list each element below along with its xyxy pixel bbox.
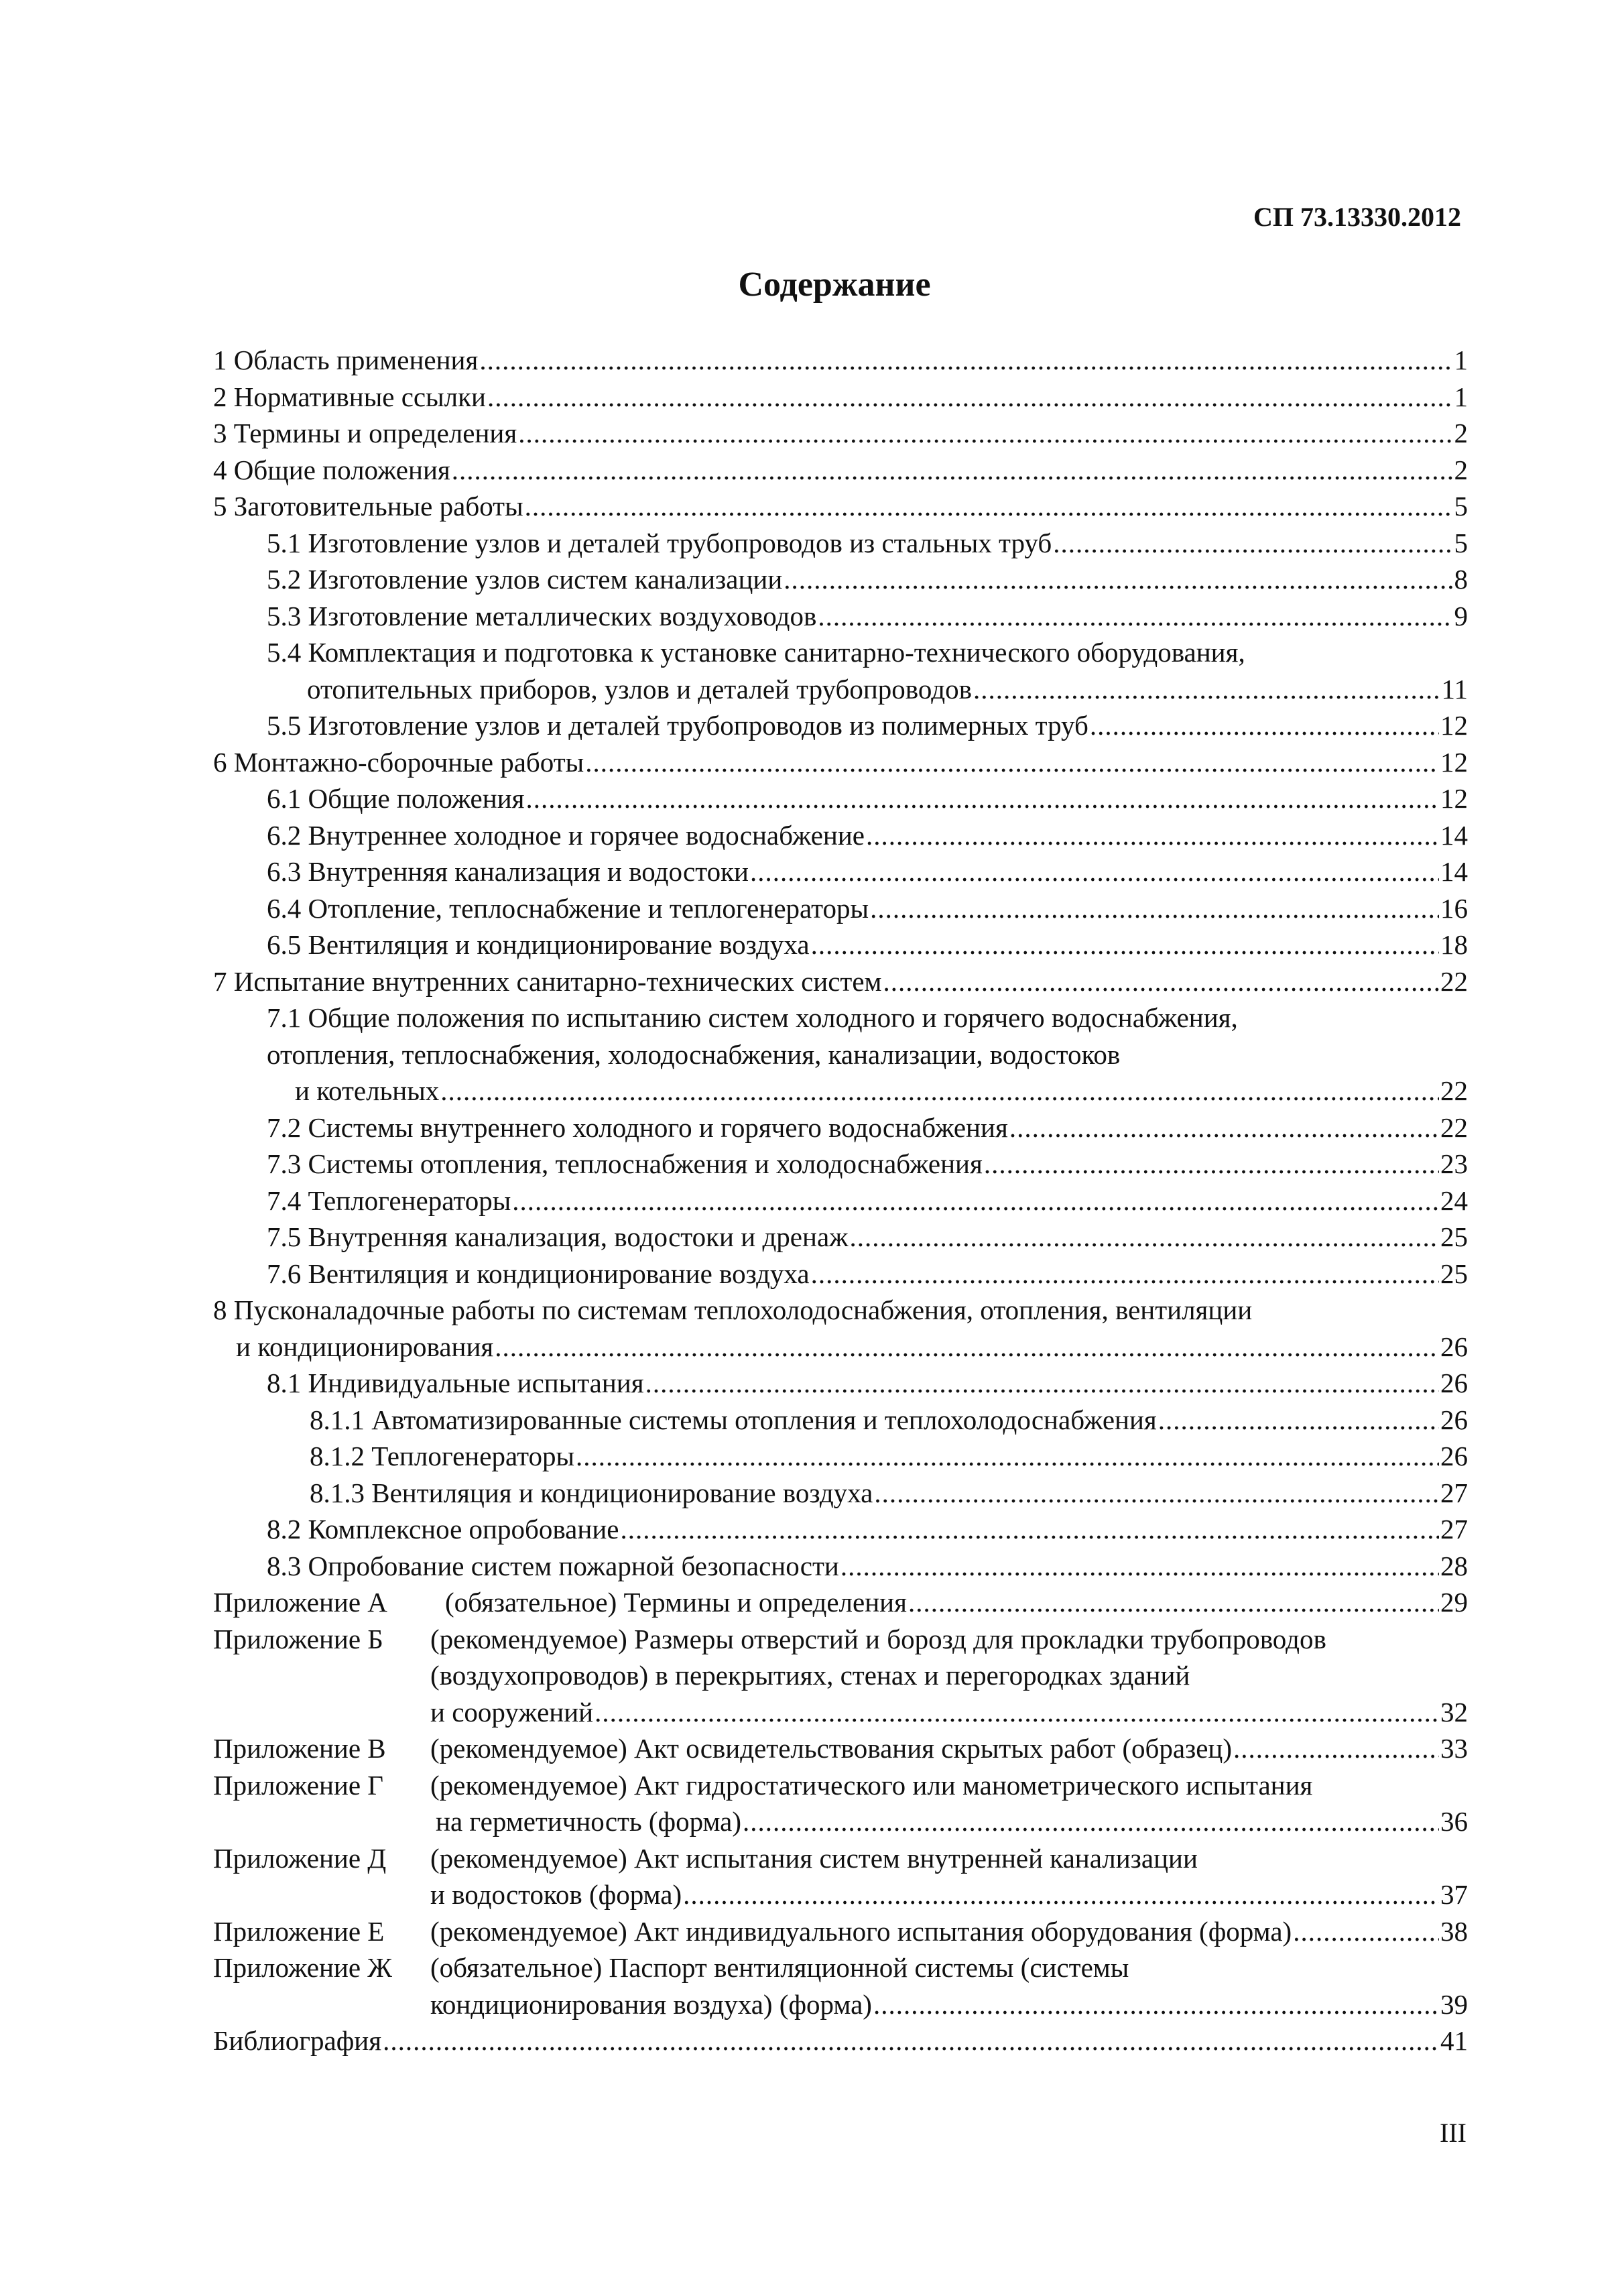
- dot-leader: [683, 1876, 1439, 1913]
- toc-entry-label: 7.3 Системы отопления, теплоснабжения и холодоснабжения: [267, 1148, 983, 1179]
- toc-entry-label: отопительных приборов, узлов и деталей трубопроводов: [307, 673, 972, 705]
- dot-leader: [1158, 1402, 1439, 1439]
- toc-page-number: 11: [1441, 673, 1468, 705]
- appendix-name: Приложение Е: [213, 1915, 385, 1947]
- dot-leader: [620, 1511, 1439, 1548]
- appendix-row: [430, 1584, 1468, 1621]
- dot-leader: [743, 1803, 1439, 1840]
- toc-entry: [213, 890, 1468, 927]
- toc-page-number: 27: [1440, 1477, 1468, 1508]
- toc-entry-label: 8.1.2 Теплогенераторы: [310, 1441, 575, 1471]
- toc-entry-label: (рекомендуемое) Акт индивидуального испытания оборудования (форма): [430, 1915, 1292, 1947]
- toc-page-number: 1: [1454, 345, 1468, 375]
- toc-page-number: 22: [1440, 1111, 1468, 1143]
- toc-entry-row: [213, 1438, 1468, 1475]
- appendix-name: Приложение Б: [213, 1623, 383, 1654]
- toc-entry: [213, 1402, 1468, 1439]
- appendix-name: Приложение А: [213, 1587, 387, 1618]
- toc-page-number: 29: [1440, 1587, 1468, 1618]
- table-of-contents: [213, 342, 1468, 2059]
- toc-page-number: 25: [1440, 1221, 1468, 1252]
- toc-entry: [213, 1219, 1468, 1256]
- toc-page-number: 27: [1440, 1514, 1468, 1545]
- dot-leader: [1053, 525, 1452, 562]
- toc-page-number: 26: [1440, 1368, 1468, 1398]
- toc-entry-row: [213, 525, 1468, 562]
- toc-entry: [213, 817, 1468, 854]
- dot-leader: [870, 890, 1439, 927]
- dot-leader: [645, 1365, 1439, 1402]
- toc-entry-row: [213, 707, 1468, 744]
- page-number: III: [1440, 2118, 1467, 2148]
- toc-entry-label: кондиционирования воздуха) (форма): [430, 1988, 872, 2020]
- toc-entry-line: 8 Пусконаладочные работы по системам теплохолодоснабжения, отопления, вентиляции: [213, 1294, 1253, 1325]
- toc-page-number: 2: [1454, 418, 1468, 448]
- toc-entry-row: [213, 744, 1468, 781]
- toc-entry: [213, 926, 1468, 963]
- toc-entry-label: и сооружений: [430, 1696, 594, 1728]
- toc-page-number: 37: [1440, 1879, 1468, 1910]
- toc-entry-row: [213, 1365, 1468, 1402]
- toc-entry: [213, 488, 1468, 525]
- toc-page-number: 32: [1440, 1696, 1468, 1728]
- toc-entry-row: [213, 890, 1468, 927]
- toc-page-number: 26: [1440, 1441, 1468, 1471]
- toc-entry-row: [213, 1548, 1468, 1585]
- toc-page-number: 5: [1454, 527, 1468, 558]
- page-title: Содержание: [738, 265, 931, 304]
- dot-leader: [1009, 1109, 1439, 1146]
- toc-page-number: 24: [1440, 1185, 1468, 1216]
- dot-leader: [784, 561, 1452, 598]
- dot-leader: [585, 744, 1439, 781]
- toc-entry-row: [213, 671, 1468, 708]
- toc-entry-row: [213, 1256, 1468, 1292]
- dot-leader: [526, 780, 1440, 817]
- toc-entry-label: и котельных: [295, 1075, 440, 1106]
- toc-entry-row: [213, 963, 1468, 1000]
- toc-entry-row: [213, 488, 1468, 525]
- toc-entry-line: (рекомендуемое) Размеры отверстий и борозд для прокладки трубопроводов: [430, 1623, 1326, 1654]
- appendix-entry: [213, 1949, 1468, 2022]
- toc-entry-label: 8.2 Комплексное опробование: [267, 1514, 619, 1545]
- toc-entry-label: 8.3 Опробование систем пожарной безопасности: [267, 1550, 839, 1581]
- appendix-entry: [213, 1767, 1468, 1840]
- toc-page-number: 2: [1454, 454, 1468, 485]
- toc-entry: [213, 1183, 1468, 1219]
- toc-entry-row: [213, 1329, 1468, 1366]
- appendix-name: Приложение Ж: [213, 1952, 393, 1983]
- toc-entry-line: 7.1 Общие положения по испытанию систем холодного и горячего водоснабжения,: [267, 1002, 1238, 1033]
- toc-page-number: 23: [1440, 1148, 1468, 1179]
- toc-entry-label: (обязательное) Термины и определения: [445, 1587, 907, 1618]
- toc-entry-row: [213, 452, 1468, 489]
- dot-leader: [518, 415, 1452, 452]
- toc-page-number: 16: [1440, 892, 1468, 924]
- toc-entry-label: 8.1.1 Автоматизированные системы отопления и теплохолодоснабжения: [310, 1404, 1157, 1435]
- toc-entry: [213, 1475, 1468, 1512]
- appendix-row: [430, 1803, 1468, 1840]
- toc-page-number: 12: [1440, 746, 1468, 778]
- bibliography-row: [213, 2022, 1468, 2059]
- toc-entry-label: Библиография: [213, 2025, 382, 2056]
- dot-leader: [1293, 1913, 1439, 1950]
- dot-leader: [495, 1329, 1439, 1366]
- toc-entry-row: [213, 1146, 1468, 1183]
- appendix-row: [430, 1986, 1468, 2023]
- dot-leader: [750, 853, 1439, 890]
- toc-entry-row: [213, 561, 1468, 598]
- appendix-entry: [213, 1621, 1468, 1731]
- toc-entry: [213, 1109, 1468, 1146]
- toc-entry-label: и водостоков (форма): [430, 1879, 682, 1910]
- toc-entry-label: 6.5 Вентиляция и кондиционирование воздуха: [267, 929, 810, 960]
- toc-entry-line: (воздухопроводов) в перекрытиях, стенах и перегородках зданий: [430, 1660, 1190, 1691]
- toc-entry-label: 8.1 Индивидуальные испытания: [267, 1368, 644, 1398]
- toc-entry: [213, 1256, 1468, 1292]
- toc-entry-label: и кондиционирования: [236, 1331, 494, 1362]
- toc-entry-label: 1 Область применения: [213, 345, 479, 375]
- document-code: СП 73.13330.2012: [1253, 202, 1461, 232]
- dot-leader: [811, 926, 1439, 963]
- toc-entry-row: [213, 926, 1468, 963]
- toc-entry-line: 5.4 Комплектация и подготовка к установке санитарно-технического оборудования,: [267, 637, 1245, 668]
- toc-entry-row: [213, 780, 1468, 817]
- dot-leader: [1090, 707, 1439, 744]
- toc-page-number: 26: [1440, 1404, 1468, 1435]
- toc-entry-label: 6.4 Отопление, теплоснабжение и теплогенераторы: [267, 892, 869, 924]
- toc-page-number: 26: [1440, 1331, 1468, 1362]
- dot-leader: [973, 671, 1440, 708]
- toc-entry-line: отопления, теплоснабжения, холодоснабжения, канализации, водостоков: [267, 1038, 1121, 1070]
- toc-page-number: 22: [1440, 1075, 1468, 1106]
- dot-leader: [1233, 1730, 1439, 1767]
- toc-page-number: 14: [1440, 856, 1468, 887]
- appendix-entry: [213, 1584, 1468, 1621]
- toc-entry: [213, 1548, 1468, 1585]
- dot-leader: [818, 598, 1452, 635]
- dot-leader: [840, 1548, 1439, 1585]
- toc-entry: [213, 707, 1468, 744]
- appendix-name: Приложение Г: [213, 1769, 384, 1801]
- dot-leader: [908, 1584, 1439, 1621]
- toc-page-number: 12: [1440, 783, 1468, 814]
- dot-leader: [487, 379, 1453, 416]
- toc-entry-label: на герметичность (форма): [436, 1806, 742, 1837]
- toc-page-number: 14: [1440, 819, 1468, 851]
- toc-entry: [213, 1365, 1468, 1402]
- toc-entry: [213, 1511, 1468, 1548]
- toc-entry: [213, 415, 1468, 452]
- appendix-row: [430, 1694, 1468, 1731]
- toc-entry-line: (обязательное) Паспорт вентиляционной системы (системы: [430, 1952, 1129, 1983]
- toc-entry-line: (рекомендуемое) Акт гидростатического или манометрического испытания: [430, 1769, 1313, 1801]
- appendix-entry: [213, 1913, 1468, 1950]
- toc-entry: [213, 1000, 1468, 1109]
- toc-page-number: 41: [1440, 2025, 1468, 2056]
- toc-entry-line: (рекомендуемое) Акт испытания систем внутренней канализации: [430, 1842, 1198, 1874]
- appendix-entry: [213, 1840, 1468, 1913]
- dot-leader: [383, 2022, 1439, 2059]
- toc-entry-label: 7.5 Внутренняя канализация, водостоки и дренаж: [267, 1221, 849, 1252]
- dot-leader: [984, 1146, 1439, 1183]
- toc-entry-label: 5.1 Изготовление узлов и деталей трубопроводов из стальных труб: [267, 527, 1052, 558]
- toc-entry-label: 6.2 Внутреннее холодное и горячее водоснабжение: [267, 819, 865, 851]
- toc-page-number: 39: [1440, 1988, 1468, 2020]
- toc-entry-label: 6.1 Общие положения: [267, 783, 525, 814]
- dot-leader: [595, 1694, 1439, 1731]
- dot-leader: [866, 817, 1439, 854]
- appendix-entry: [213, 1730, 1468, 1767]
- toc-page-number: 1: [1454, 381, 1468, 412]
- toc-entry-label: 5.3 Изготовление металлических воздуховодов: [267, 600, 817, 631]
- toc-entry: [213, 1438, 1468, 1475]
- toc-entry-row: [213, 379, 1468, 416]
- dot-leader: [849, 1219, 1439, 1256]
- toc-entry-label: 3 Термины и определения: [213, 418, 517, 448]
- toc-entry-label: 7.4 Теплогенераторы: [267, 1185, 511, 1216]
- toc-entry-label: 6 Монтажно-сборочные работы: [213, 746, 584, 778]
- toc-page-number: 12: [1440, 710, 1468, 741]
- toc-entry-row: [213, 853, 1468, 890]
- toc-entry-label: 7.6 Вентиляция и кондиционирование воздуха: [267, 1258, 810, 1289]
- toc-entry-label: 5 Заготовительные работы: [213, 491, 523, 522]
- toc-entry: [213, 853, 1468, 890]
- toc-entry-row: [213, 598, 1468, 635]
- toc-entry: [213, 598, 1468, 635]
- toc-entry-row: [213, 415, 1468, 452]
- toc-entry-row: [213, 1183, 1468, 1219]
- appendix-row: [430, 1913, 1468, 1950]
- toc-entry-row: [213, 1073, 1468, 1109]
- toc-page-number: 36: [1440, 1806, 1468, 1837]
- toc-entry: [213, 452, 1468, 489]
- toc-entry-row: [213, 1109, 1468, 1146]
- toc-entry: [213, 379, 1468, 416]
- dot-leader: [525, 488, 1453, 525]
- toc-entry-label: 5.2 Изготовление узлов систем канализации: [267, 564, 783, 595]
- dot-leader: [873, 1986, 1439, 2023]
- toc-entry-label: 5.5 Изготовление узлов и деталей трубопроводов из полимерных труб: [267, 710, 1088, 741]
- toc-entry: [213, 561, 1468, 598]
- toc-entry-label: 7.2 Системы внутреннего холодного и горячего водоснабжения: [267, 1111, 1008, 1143]
- toc-entry: [213, 634, 1468, 707]
- toc-page-number: 18: [1440, 929, 1468, 960]
- toc-page-number: 8: [1454, 564, 1468, 595]
- toc-entry-label: (рекомендуемое) Акт освидетельствования скрытых работ (образец): [430, 1733, 1233, 1764]
- toc-page-number: 25: [1440, 1258, 1468, 1289]
- dot-leader: [479, 342, 1452, 379]
- toc-entry: [213, 963, 1468, 1000]
- dot-leader: [576, 1438, 1439, 1475]
- toc-entry-row: [213, 1511, 1468, 1548]
- toc-entry-row: [213, 1219, 1468, 1256]
- appendix-row: [430, 1730, 1468, 1767]
- toc-entry-row: [213, 817, 1468, 854]
- toc-entry: [213, 744, 1468, 781]
- toc-entry: [213, 342, 1468, 379]
- toc-page-number: 38: [1440, 1915, 1468, 1947]
- toc-entry-label: 2 Нормативные ссылки: [213, 381, 486, 412]
- toc-page-number: 33: [1440, 1733, 1468, 1764]
- toc-entry: [213, 780, 1468, 817]
- dot-leader: [874, 1475, 1439, 1512]
- toc-entry-row: [213, 1402, 1468, 1439]
- dot-leader: [512, 1183, 1439, 1219]
- toc-entry-label: 7 Испытание внутренних санитарно-технических систем: [213, 965, 882, 997]
- toc-page-number: 28: [1440, 1550, 1468, 1581]
- toc-page-number: 5: [1454, 491, 1468, 522]
- dot-leader: [811, 1256, 1439, 1292]
- toc-entry: [213, 525, 1468, 562]
- toc-page-number: 9: [1454, 600, 1468, 631]
- toc-entry-label: 8.1.3 Вентиляция и кондиционирование воздуха: [310, 1477, 873, 1508]
- dot-leader: [440, 1073, 1439, 1109]
- toc-entry-label: 6.3 Внутренняя канализация и водостоки: [267, 856, 749, 887]
- toc-entry: [213, 1292, 1468, 1365]
- appendix-name: Приложение Д: [213, 1842, 387, 1874]
- toc-entry-label: 4 Общие положения: [213, 454, 450, 485]
- appendix-name: Приложение В: [213, 1733, 386, 1764]
- toc-entry-row: [213, 342, 1468, 379]
- toc-entry-row: [213, 1475, 1468, 1512]
- dot-leader: [452, 452, 1453, 489]
- toc-entry: [213, 1146, 1468, 1183]
- dot-leader: [883, 963, 1439, 1000]
- appendix-row: [430, 1876, 1468, 1913]
- toc-page-number: 22: [1440, 965, 1468, 997]
